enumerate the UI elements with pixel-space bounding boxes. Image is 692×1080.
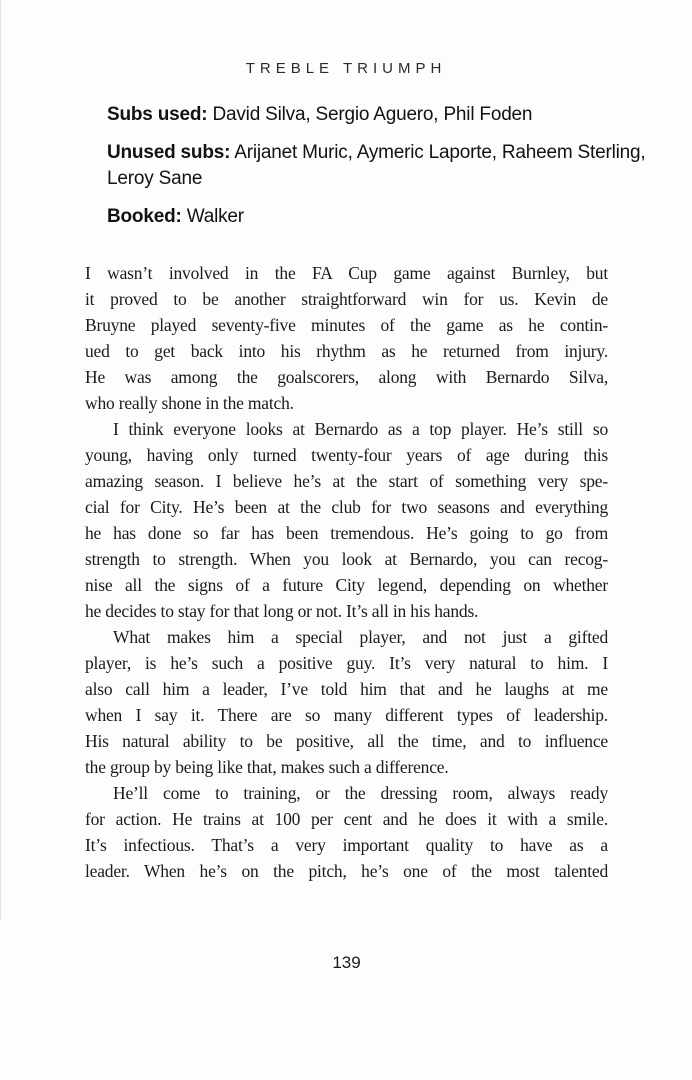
text-line: who really shone in the match. — [85, 393, 294, 413]
match-info-line — [107, 102, 647, 128]
text-line: nise all the signs of a future City legend, depending on whether — [85, 575, 608, 595]
match-info — [107, 102, 647, 242]
match-info-line — [107, 204, 647, 230]
paragraph — [85, 780, 608, 884]
text-line: when I say it. There are so many different types of leadership. — [85, 705, 608, 725]
match-info-line — [107, 140, 647, 166]
text-line: He’ll come to training, or the dressing room, always ready — [113, 783, 608, 803]
text-line: the group by being like that, makes such a difference. — [85, 757, 449, 777]
paragraph — [85, 624, 608, 780]
paragraph — [85, 260, 608, 416]
text-line: he has done so far has been tremendous. He’s going to go from — [85, 523, 608, 543]
scan-edge-artifact — [0, 0, 1, 920]
text-line: I wasn’t involved in the FA Cup game against Burnley, but — [85, 263, 608, 283]
text-line: ued to get back into his rhythm as he returned from injury. — [85, 341, 608, 361]
match-info-label: Booked: — [107, 206, 182, 227]
match-info-value: Leroy Sane — [107, 168, 203, 189]
text-line: also call him a leader, I’ve told him that and he laughs at me — [85, 679, 608, 699]
text-line: I think everyone looks at Bernardo as a top player. He’s still so — [113, 419, 608, 439]
match-info-label: Subs used: — [107, 104, 208, 125]
paragraph — [85, 416, 608, 624]
text-line: strength to strength. When you look at Bernardo, you can recog- — [85, 549, 608, 569]
text-line: young, having only turned twenty-four years of age during this — [85, 445, 608, 465]
match-info-entry — [107, 204, 647, 230]
text-line: player, is he’s such a positive guy. It’s very natural to him. I — [85, 653, 608, 673]
match-info-value: Walker — [181, 206, 244, 227]
text-line: cial for City. He’s been at the club for two seasons and everything — [85, 497, 608, 517]
match-info-entry — [107, 140, 647, 192]
text-line: It’s infectious. That’s a very important quality to have as a — [85, 835, 608, 855]
chapter-title: TREBLE TRIUMPH — [245, 60, 447, 77]
match-info-value: Arijanet Muric, Aymeric Laporte, Raheem Sterling, — [230, 142, 646, 163]
page-number: 139 — [332, 953, 361, 972]
body-text — [85, 260, 608, 884]
match-info-line — [107, 166, 647, 192]
text-line: for action. He trains at 100 per cent and he does it with a smile. — [85, 809, 608, 829]
text-line: His natural ability to be positive, all the time, and to influence — [85, 731, 608, 751]
text-line: He was among the goalscorers, along with Bernardo Silva, — [85, 367, 608, 387]
text-line: What makes him a special player, and not just a gifted — [113, 627, 608, 647]
text-line: he decides to stay for that long or not. It’s all in his hands. — [85, 601, 479, 621]
text-line: amazing season. I believe he’s at the start of something very spe- — [85, 471, 608, 491]
match-info-label: Unused subs: — [107, 142, 231, 163]
text-line: it proved to be another straightforward win for us. Kevin de — [85, 289, 608, 309]
text-line: leader. When he’s on the pitch, he’s one of the most talented — [85, 861, 608, 881]
match-info-entry — [107, 102, 647, 128]
match-info-value: David Silva, Sergio Aguero, Phil Foden — [207, 104, 533, 125]
text-line: Bruyne played seventy-five minutes of the game as he contin- — [85, 315, 608, 335]
